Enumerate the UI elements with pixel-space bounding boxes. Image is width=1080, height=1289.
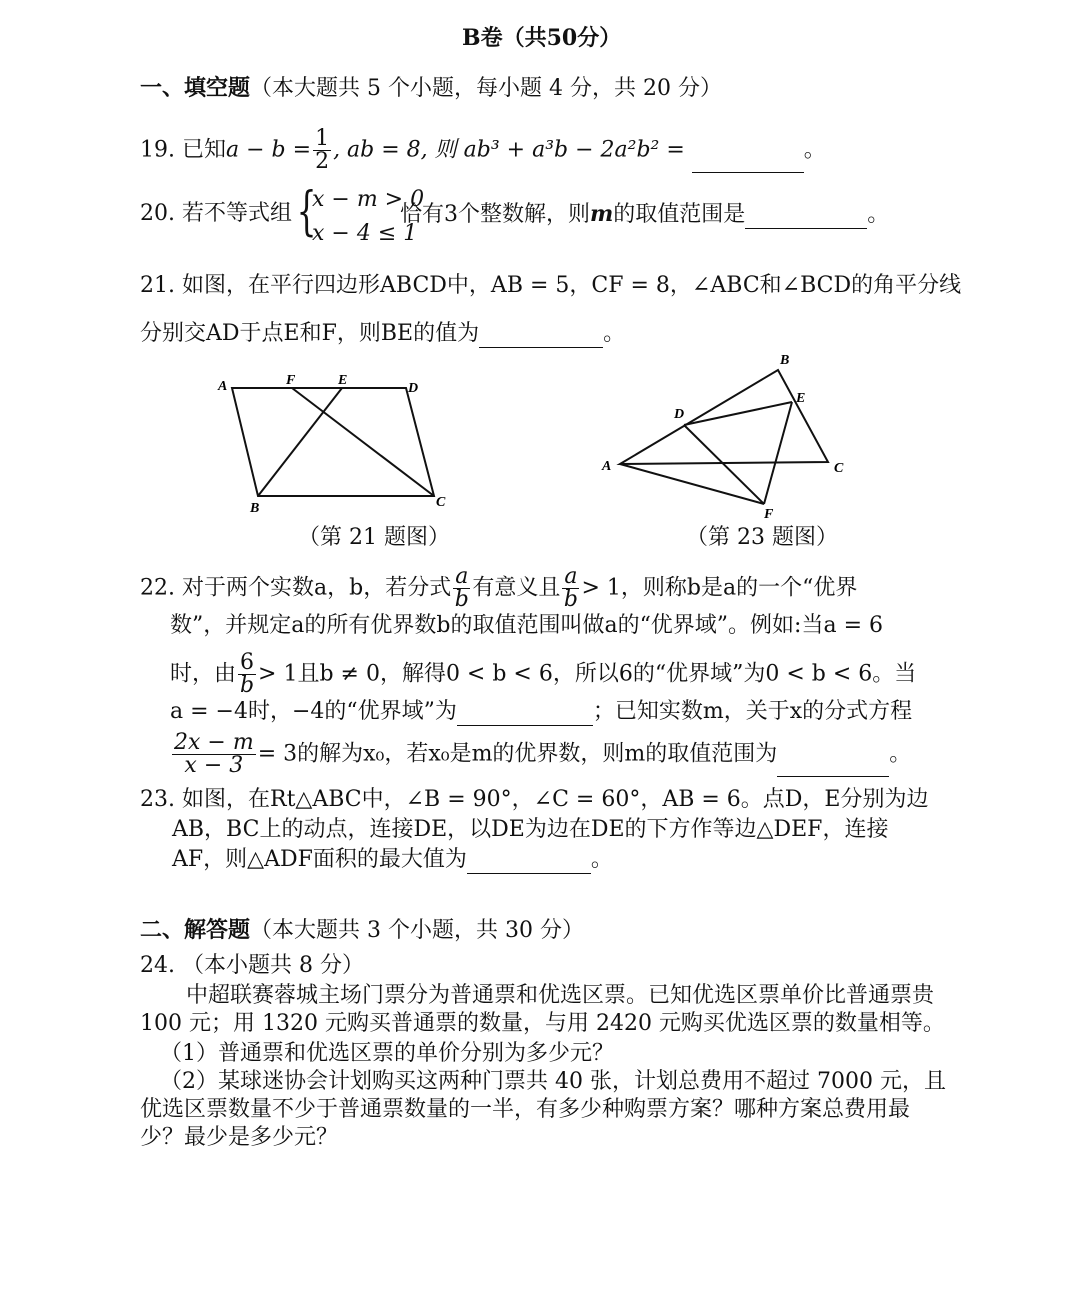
fig23-label-B: B xyxy=(780,353,790,368)
q20-number: 20. xyxy=(140,201,175,226)
q21-line2: 分别交AD于点E和F，则BE的值为 xyxy=(140,321,480,346)
q19-fraction xyxy=(313,128,331,173)
figure-23-caption: （第 23 题图） xyxy=(686,525,838,550)
q22-end: 。 xyxy=(889,741,912,767)
question-23-line3 xyxy=(172,846,613,874)
question-21-line2 xyxy=(140,320,625,348)
section1-header xyxy=(140,74,722,103)
question-24-header xyxy=(140,952,364,980)
fig23-label-C: C xyxy=(834,461,844,476)
section1-note: （本大题共 5 个小题，每小题 4 分，共 20 分） xyxy=(250,76,722,101)
question-21-line1 xyxy=(140,272,961,300)
q22-l1c: > 1，则称b是a的一个“优界 xyxy=(581,575,858,601)
q22-fraction-equation xyxy=(172,732,256,777)
fig21-label-F: F xyxy=(286,373,296,388)
q22-line2: 数”，并规定a的所有优界数b的取值范围叫做a的“优界域”。例如:当a = 6 xyxy=(170,613,884,638)
q23-l1: 如图，在Rt△ABC中，∠B = 90°，∠C = 60°，AB = 6。点D，E分别为边 xyxy=(182,787,929,812)
question-23-line1 xyxy=(140,786,929,814)
section2-note: （本大题共 3 个小题，共 30 分） xyxy=(250,918,584,943)
question-22-line3 xyxy=(170,652,916,697)
q22-fb-den: b xyxy=(563,587,578,612)
q20-tail xyxy=(400,200,889,229)
question-19 xyxy=(140,128,826,173)
q22-blank-2[interactable] xyxy=(777,754,889,777)
fig21-bisector-CF xyxy=(292,388,434,496)
section2-heading: 二、解答题 xyxy=(140,917,251,943)
page-title: B卷（共50分） xyxy=(462,25,622,51)
q23-answer-blank[interactable] xyxy=(467,851,591,874)
q21-answer-blank[interactable] xyxy=(479,325,603,348)
q19-frac-den: 2 xyxy=(315,149,330,174)
q23-l3: AF，则△ADF面积的最大值为 xyxy=(172,847,467,872)
q22-blank-1[interactable] xyxy=(457,703,593,726)
q20-inequality-2: x − 4 ≤ 1 xyxy=(312,221,418,246)
q24-sub1: （1）普通票和优选区票的单价分别为多少元？ xyxy=(160,1041,614,1066)
q24-p1: 中超联赛蓉城主场门票分为普通票和优选区票。已知优选区票单价比普通票贵 xyxy=(186,983,935,1008)
q24-sub2-line2: 优选区票数量不少于普通票数量的一半，有多少种购票方案？哪种方案总费用最 xyxy=(140,1097,911,1122)
fig21-parallelogram-outline xyxy=(232,388,434,496)
q22-l4a: a = −4时，−4的“优界域”为 xyxy=(170,699,457,724)
q23-number: 23. xyxy=(140,787,175,812)
q22-fc-num: 6 xyxy=(240,650,255,675)
q20-answer-blank[interactable] xyxy=(745,206,867,229)
fig23-label-F: F xyxy=(764,507,774,520)
fig23-label-A: A xyxy=(602,459,612,474)
q19-cond-a: a − b = xyxy=(226,137,312,163)
q22-fd-den: x − 3 xyxy=(184,753,244,778)
q24-sub2-line1: （2）某球迷协会计划购买这两种门票共 40 张，计划总费用不超过 7000 元，且 xyxy=(160,1069,946,1094)
q21-end: 。 xyxy=(603,321,626,346)
q22-l4b: ；已知实数m，关于x的分式方程 xyxy=(592,699,913,724)
fig21-bisector-BE xyxy=(258,388,342,496)
figure-23-triangle xyxy=(592,350,862,520)
q22-fa-den: b xyxy=(454,587,469,612)
question-22-line5 xyxy=(170,732,911,777)
question-20 xyxy=(140,200,292,228)
question-22-line1 xyxy=(140,566,857,611)
q19-answer-blank[interactable] xyxy=(692,150,804,173)
section1-heading: 一、填空题 xyxy=(140,75,251,101)
q21-number: 21. xyxy=(140,273,175,298)
fig23-segment-DE xyxy=(684,402,792,425)
q19-pre: 已知 xyxy=(182,137,227,163)
q20-post: 恰有3个整数解，则 xyxy=(400,202,590,227)
q22-fraction-a-b xyxy=(453,566,470,611)
q22-fraction-a-b-2 xyxy=(562,566,579,611)
q20-end: 。 xyxy=(867,202,890,227)
q19-expression: ab³ + a³b − 2a²b² = xyxy=(463,137,685,163)
question-22-line4 xyxy=(170,698,912,726)
q24-number: 24. xyxy=(140,953,175,978)
fig23-label-D: D xyxy=(674,407,685,422)
q20-var: m xyxy=(590,201,614,227)
q24-score: （本小题共 8 分） xyxy=(182,953,364,978)
q22-fa-num: a xyxy=(455,564,469,589)
q22-l1a: 对于两个实数a，b，若分式 xyxy=(182,575,452,601)
section2-header xyxy=(140,916,584,945)
q19-cond-b: , ab = 8, 则 xyxy=(333,137,457,163)
q22-l1b: 有意义且 xyxy=(472,575,561,601)
q22-l3b: > 1且b ≠ 0，解得0 < b < 6，所以6的“优界域”为0 < b < 6。当 xyxy=(258,661,917,687)
fig21-label-B: B xyxy=(250,501,260,516)
q22-l3a: 时，由 xyxy=(170,661,237,687)
fig23-segment-EF xyxy=(764,402,792,504)
fig21-label-D: D xyxy=(408,381,419,396)
q19-frac-num: 1 xyxy=(315,126,330,151)
q20-post2: 的取值范围是 xyxy=(613,202,746,227)
q20-inequality-1: x − m > 0 xyxy=(312,187,425,212)
q20-pre: 若不等式组 xyxy=(182,201,293,226)
q24-p2: 100 元；用 1320 元购买普通票的数量，与用 2420 元购买优选区票的数量相等。 xyxy=(140,1011,945,1036)
q22-fc-den: b xyxy=(239,673,255,698)
fig21-label-C: C xyxy=(436,495,446,510)
q22-fb-num: a xyxy=(564,564,578,589)
q19-number: 19. xyxy=(140,137,175,163)
fig21-label-A: A xyxy=(218,379,228,394)
q22-number: 22. xyxy=(140,575,175,601)
q20-brace: { xyxy=(296,182,317,242)
q23-l2: AB，BC上的动点，连接DE，以DE为边在DE的下方作等边△DEF，连接 xyxy=(172,817,889,842)
q24-sub2-line3: 少？最少是多少元？ xyxy=(140,1125,339,1150)
fig21-label-E: E xyxy=(338,373,348,388)
q23-end: 。 xyxy=(590,847,613,872)
q21-line1: 如图，在平行四边形ABCD中，AB = 5，CF = 8，∠ABC和∠BCD的角平分线 xyxy=(182,273,962,298)
figure-21-parallelogram xyxy=(210,366,450,516)
figure-21-caption: （第 21 题图） xyxy=(298,525,450,550)
q19-end: 。 xyxy=(803,137,826,163)
q22-fd-num: 2x − m xyxy=(174,730,254,755)
q22-l5a: = 3的解为x₀，若x₀是m的优界数，则m的取值范围为 xyxy=(257,741,778,767)
q22-fraction-6-b xyxy=(238,652,256,697)
fig23-label-E: E xyxy=(796,391,806,406)
